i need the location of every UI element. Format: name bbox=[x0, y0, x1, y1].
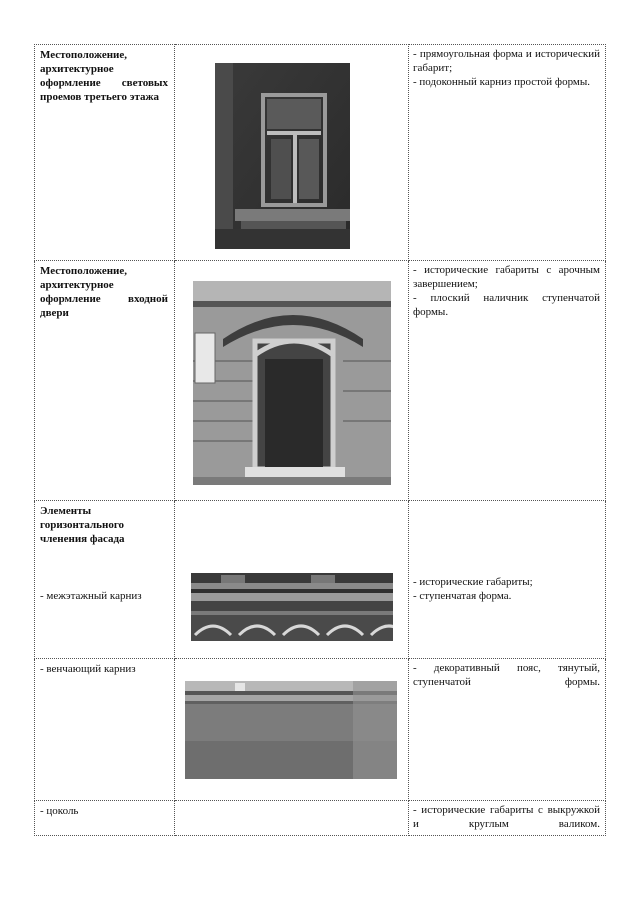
desc-line: - исторические габариты с выкружкой и круглым валиком. bbox=[413, 804, 600, 830]
table-row bbox=[35, 45, 606, 261]
row-description bbox=[409, 659, 605, 689]
table-row bbox=[35, 501, 606, 659]
row-description bbox=[409, 261, 605, 319]
row-label: Местоположение, архитектурное оформление входной двери bbox=[40, 265, 168, 319]
table-row bbox=[35, 801, 606, 836]
desc-line: - ступенчатая форма. bbox=[413, 590, 512, 602]
table-row bbox=[35, 659, 606, 801]
table-row bbox=[35, 261, 606, 501]
row-description bbox=[409, 573, 605, 603]
desc-line: - подоконный карниз простой формы. bbox=[413, 76, 590, 88]
cornice-photo bbox=[191, 573, 393, 641]
crown-cornice-photo bbox=[185, 681, 397, 779]
desc-line: - плоский наличник ступенчатой формы. bbox=[413, 292, 600, 318]
desc-line: - исторические габариты с арочным завершением; bbox=[413, 264, 600, 290]
row-description bbox=[409, 45, 605, 89]
row-sublabel: - межэтажный карниз bbox=[40, 590, 142, 602]
row-label: Местоположение, архитектурное оформление световых проемов третьего этажа bbox=[40, 49, 168, 103]
row-description bbox=[409, 801, 605, 831]
facade-elements-table bbox=[34, 44, 606, 836]
row-label: - венчающий карниз bbox=[40, 663, 136, 675]
desc-line: - исторические габариты; bbox=[413, 576, 533, 588]
row-label: - цоколь bbox=[40, 805, 79, 817]
desc-line: - прямоугольная форма и исторический габарит; bbox=[413, 48, 600, 74]
row-label: Элементы горизонтального членения фасада bbox=[40, 505, 125, 545]
desc-line: - декоративный пояс, тянутый, ступенчатой формы. bbox=[413, 662, 600, 688]
door-photo bbox=[193, 281, 391, 485]
window-photo bbox=[215, 63, 350, 249]
